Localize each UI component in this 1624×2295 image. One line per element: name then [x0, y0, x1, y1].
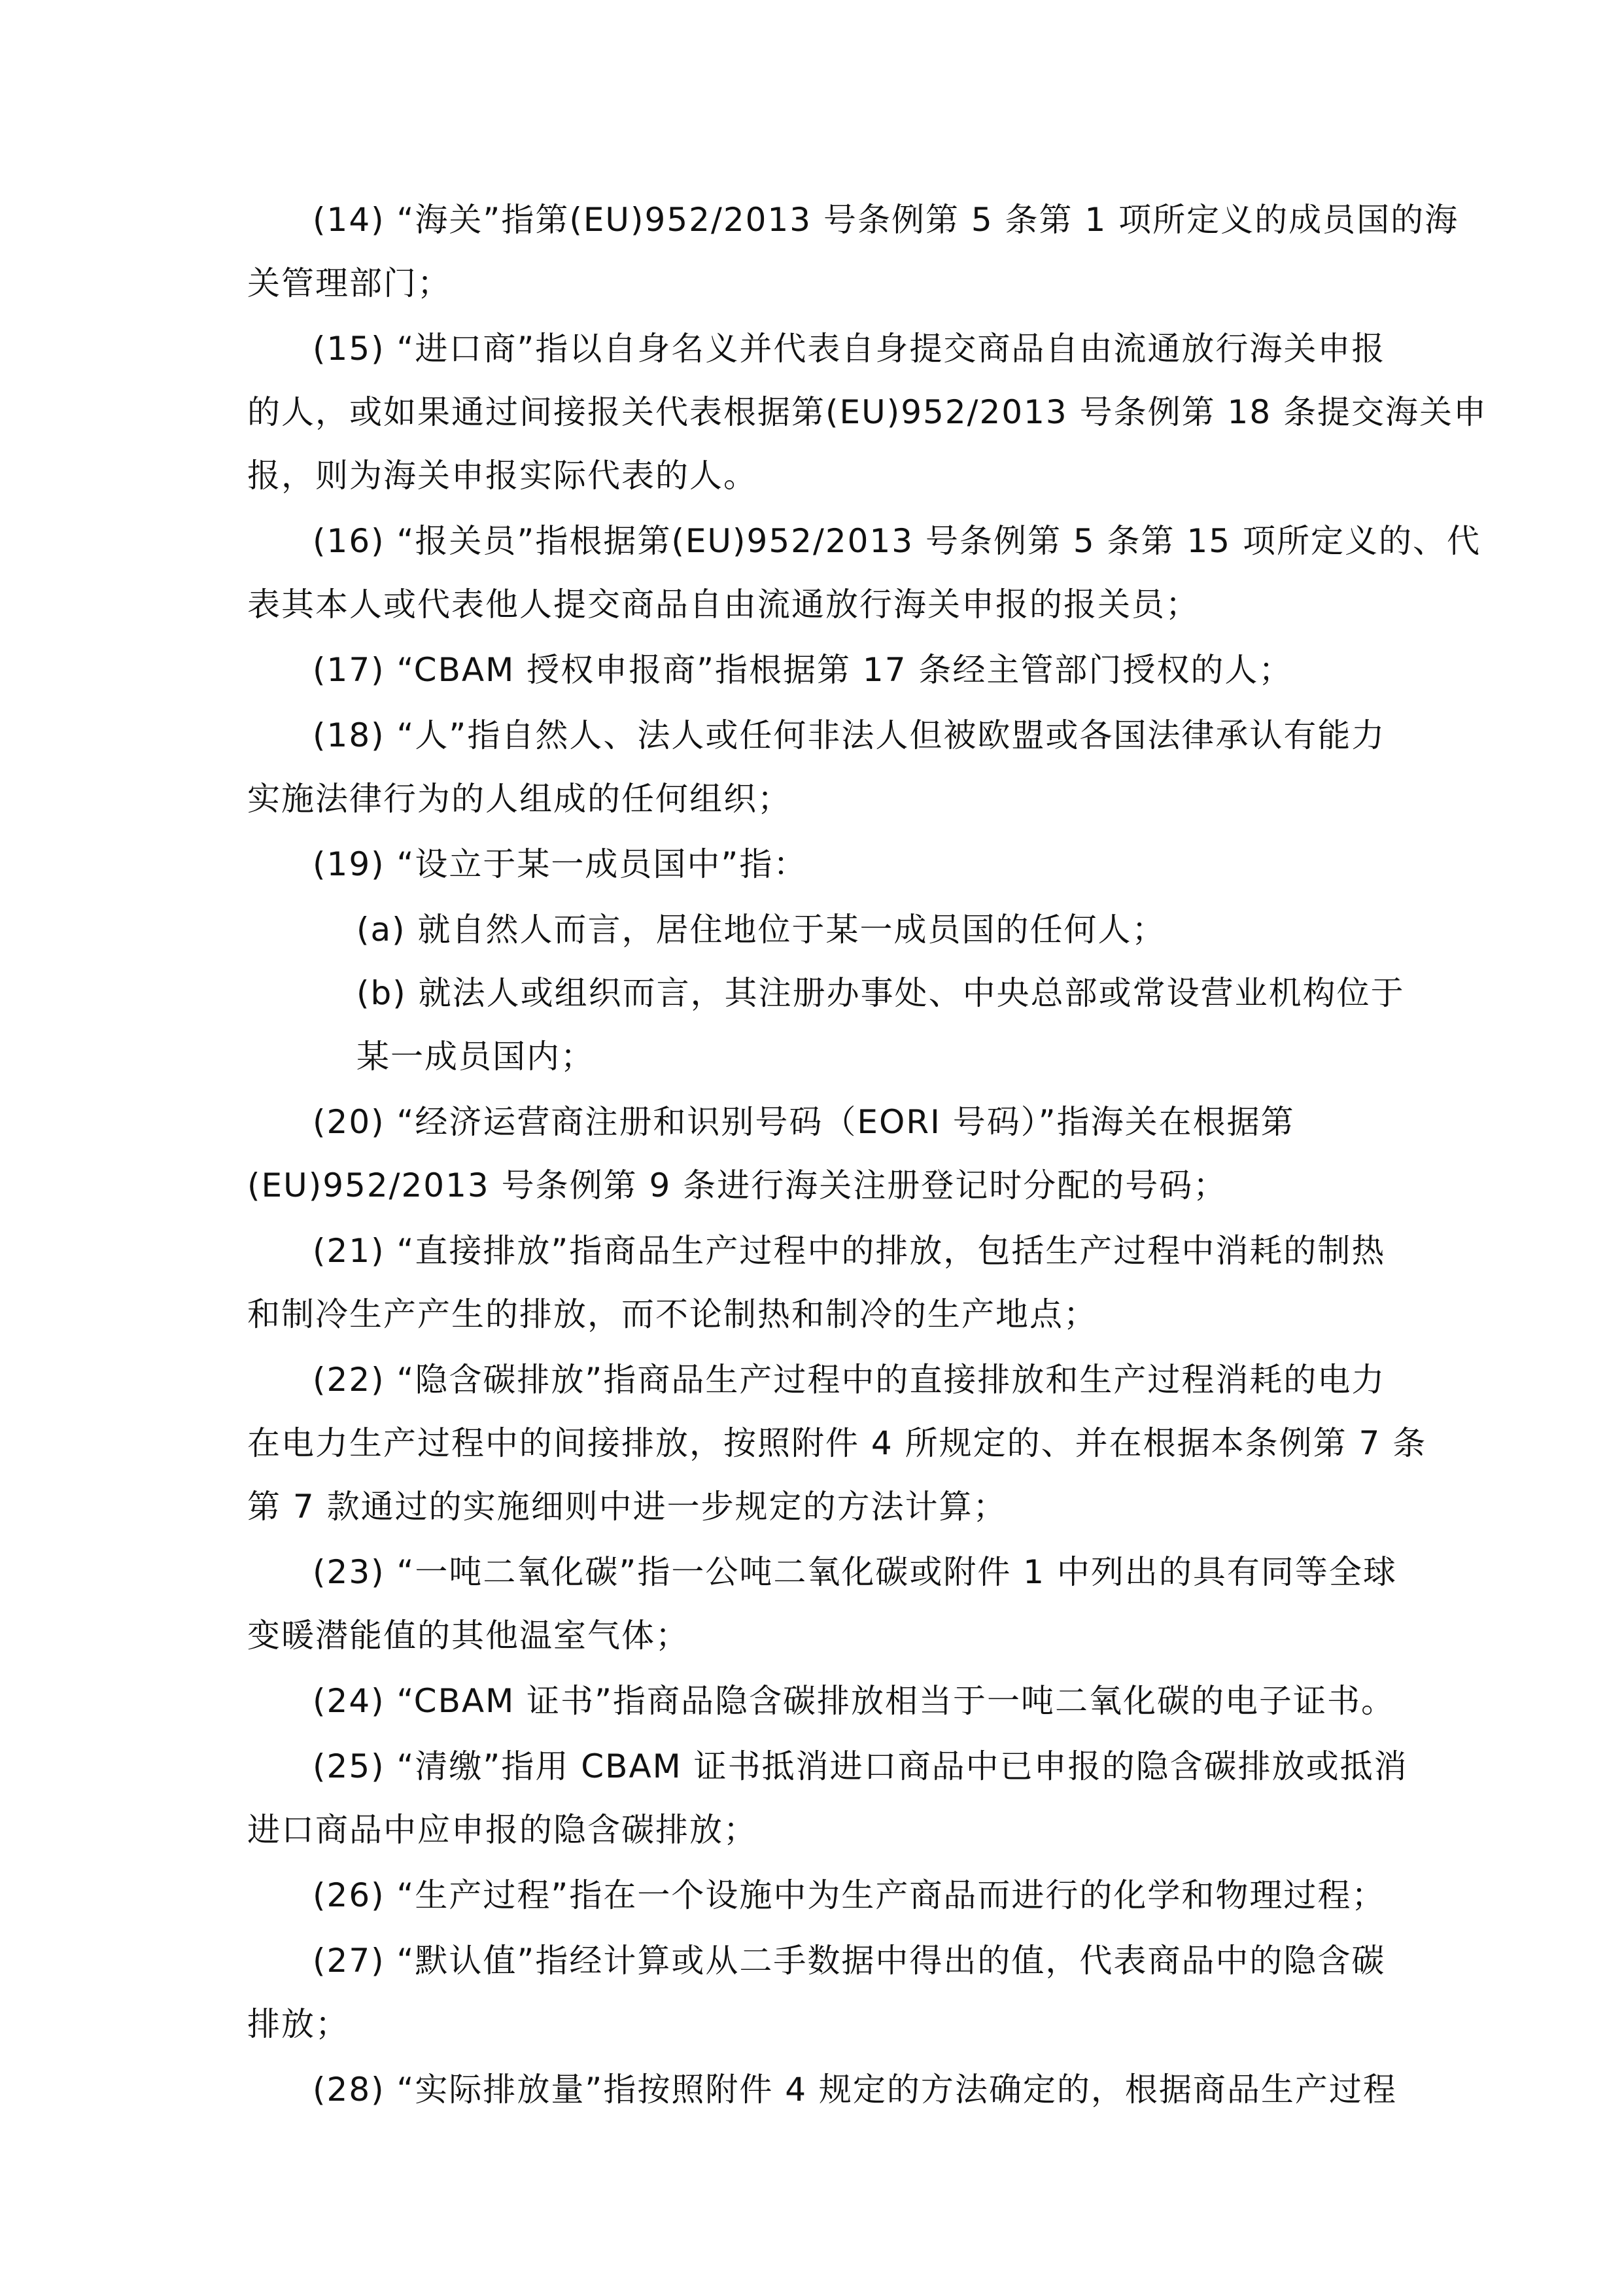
- text-line: (27) “默认值”指经计算或从二手数据中得出的值，代表商品中的隐含碳: [313, 1942, 1386, 1980]
- text-line: 表其本人或代表他人提交商品自由流通放行海关申报的报关员；: [247, 586, 1200, 623]
- text-line: (a) 就自然人而言，居住地位于某一成员国的任何人；: [356, 911, 1166, 949]
- text-line: (20) “经济运营商注册和识别号码（EORI 号码）”指海关在根据第: [313, 1103, 1295, 1141]
- text-line: (23) “一吨二氧化碳”指一公吨二氧化碳或附件 1 中列出的具有同等全球: [313, 1553, 1397, 1591]
- text-line: (14) “海关”指第(EU)952/2013 号条例第 5 条第 1 项所定义的成员国的海: [313, 201, 1459, 239]
- text-line: (19) “设立于某一成员国中”指：: [313, 845, 808, 883]
- text-line: 和制冷生产产生的排放，而不论制热和制冷的生产地点；: [247, 1295, 1097, 1333]
- text-line: 报，则为海关申报实际代表的人。: [247, 457, 757, 495]
- text-line: (21) “直接排放”指商品生产过程中的排放，包括生产过程中消耗的制热: [313, 1232, 1386, 1270]
- text-line: (17) “CBAM 授权申报商”指根据第 17 条经主管部门授权的人；: [313, 651, 1293, 689]
- text-line: (26) “生产过程”指在一个设施中为生产商品而进行的化学和物理过程；: [313, 1876, 1386, 1914]
- text-line: (16) “报关员”指根据第(EU)952/2013 号条例第 5 条第 15 项所定义的、代: [313, 522, 1481, 560]
- text-line: 的人，或如果通过间接报关代表根据第(EU)952/2013 号条例第 18 条提交海关申: [247, 393, 1488, 431]
- text-line: (18) “人”指自然人、法人或任何非法人但被欧盟或各国法律承认有能力: [313, 716, 1386, 754]
- text-line: 实施法律行为的人组成的任何组织；: [247, 780, 791, 818]
- text-line: 进口商品中应申报的隐含碳排放；: [247, 1811, 757, 1849]
- text-line: (b) 就法人或组织而言，其注册办事处、中央总部或常设营业机构位于: [356, 974, 1405, 1012]
- text-line: 排放；: [247, 2005, 349, 2043]
- text-line: 某一成员国内；: [356, 1038, 595, 1076]
- text-line: (24) “CBAM 证书”指商品隐含碳排放相当于一吨二氧化碳的电子证书。: [313, 1682, 1396, 1720]
- text-line: 变暖潜能值的其他温室气体；: [247, 1617, 689, 1655]
- text-line: 在电力生产过程中的间接排放，按照附件 4 所规定的、并在根据本条例第 7 条: [247, 1424, 1427, 1462]
- text-line: 第 7 款通过的实施细则中进一步规定的方法计算；: [247, 1488, 1007, 1526]
- text-line: (25) “清缴”指用 CBAM 证书抵消进口商品中已申报的隐含碳排放或抵消: [313, 1747, 1408, 1785]
- text-line: (22) “隐含碳排放”指商品生产过程中的直接排放和生产过程消耗的电力: [313, 1361, 1386, 1399]
- text-line: 关管理部门；: [247, 264, 451, 302]
- text-line: (28) “实际排放量”指按照附件 4 规定的方法确定的，根据商品生产过程: [313, 2071, 1397, 2109]
- text-line: (15) “进口商”指以自身名义并代表自身提交商品自由流通放行海关申报: [313, 330, 1386, 368]
- text-line: (EU)952/2013 号条例第 9 条进行海关注册登记时分配的号码；: [247, 1166, 1228, 1204]
